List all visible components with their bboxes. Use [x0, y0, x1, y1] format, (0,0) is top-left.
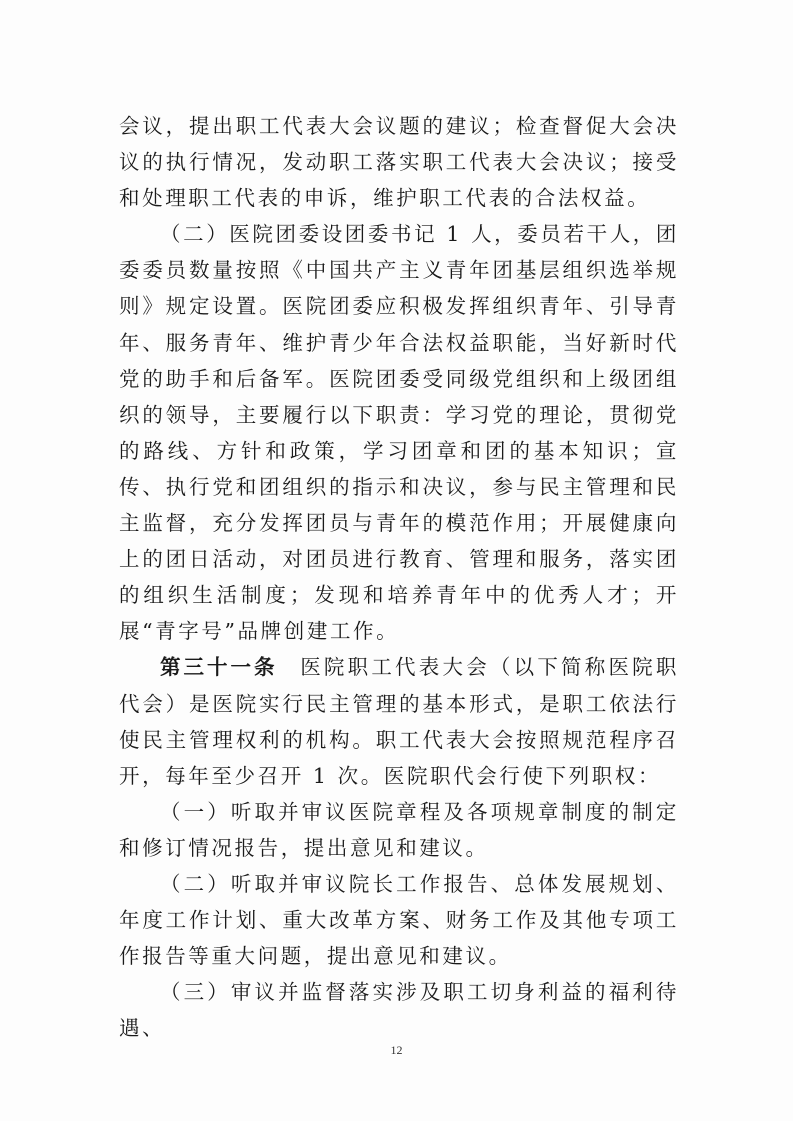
article-title: 第三十一条: [160, 655, 278, 680]
paragraph-text: （三）审议并监督落实涉及职工切身利益的福利待遇、: [119, 980, 679, 1041]
paragraph-item-3: [119, 974, 679, 1046]
paragraph-continuation: [119, 108, 679, 216]
paragraph-youth-league: [119, 216, 679, 649]
paragraph-text: 会议，提出职工代表大会议题的建议；检查督促大会决议的执行情况，发动职工落实职工代表大会决议；接受和处理职工代表的申诉，维护职工代表的合法权益。: [119, 114, 679, 211]
paragraph-item-1: [119, 794, 679, 866]
paragraph-article-31: [119, 649, 679, 793]
document-body: [119, 108, 679, 1046]
page-number: 12: [390, 1043, 403, 1057]
paragraph-text: （二）医院团委设团委书记 1 人，委员若干人，团委委员数量按照《中国共产主义青年团基层组织选举规则》规定设置。医院团委应积极发挥组织青年、引导青年、服务青年、维护青少年合法权益职能，当好新时代党的助手和后备军。医院团委受同级党组织和上级团组织的领导，主要履行以下职责：学习党的理论，贯彻党的路线、方针和政策，学习团章和团的基本知识；宣传、执行党和团组织的指示和决议，参与民主管理和民主监督，充分发挥团员与青年的模范作用；开展健康向上的团日活动，对团员进行教育、管理和服务，落实团的组织生活制度；发现和培养青年中的优秀人才；开展“青字号”品牌创建工作。: [119, 222, 679, 644]
paragraph-text: 医院职工代表大会（以下简称医院职代会）是医院实行民主管理的基本形式，是职工依法行使民主管理权利的机构。职工代表大会按照规范程序召开，每年至少召开 1 次。医院职代会行使下列职权：: [119, 655, 679, 788]
paragraph-text: （一）听取并审议医院章程及各项规章制度的制定和修订情况报告，提出意见和建议。: [119, 799, 679, 860]
paragraph-text: （二）听取并审议院长工作报告、总体发展规划、年度工作计划、重大改革方案、财务工作及其他专项工作报告等重大问题，提出意见和建议。: [119, 871, 679, 969]
paragraph-item-2: [119, 866, 679, 974]
